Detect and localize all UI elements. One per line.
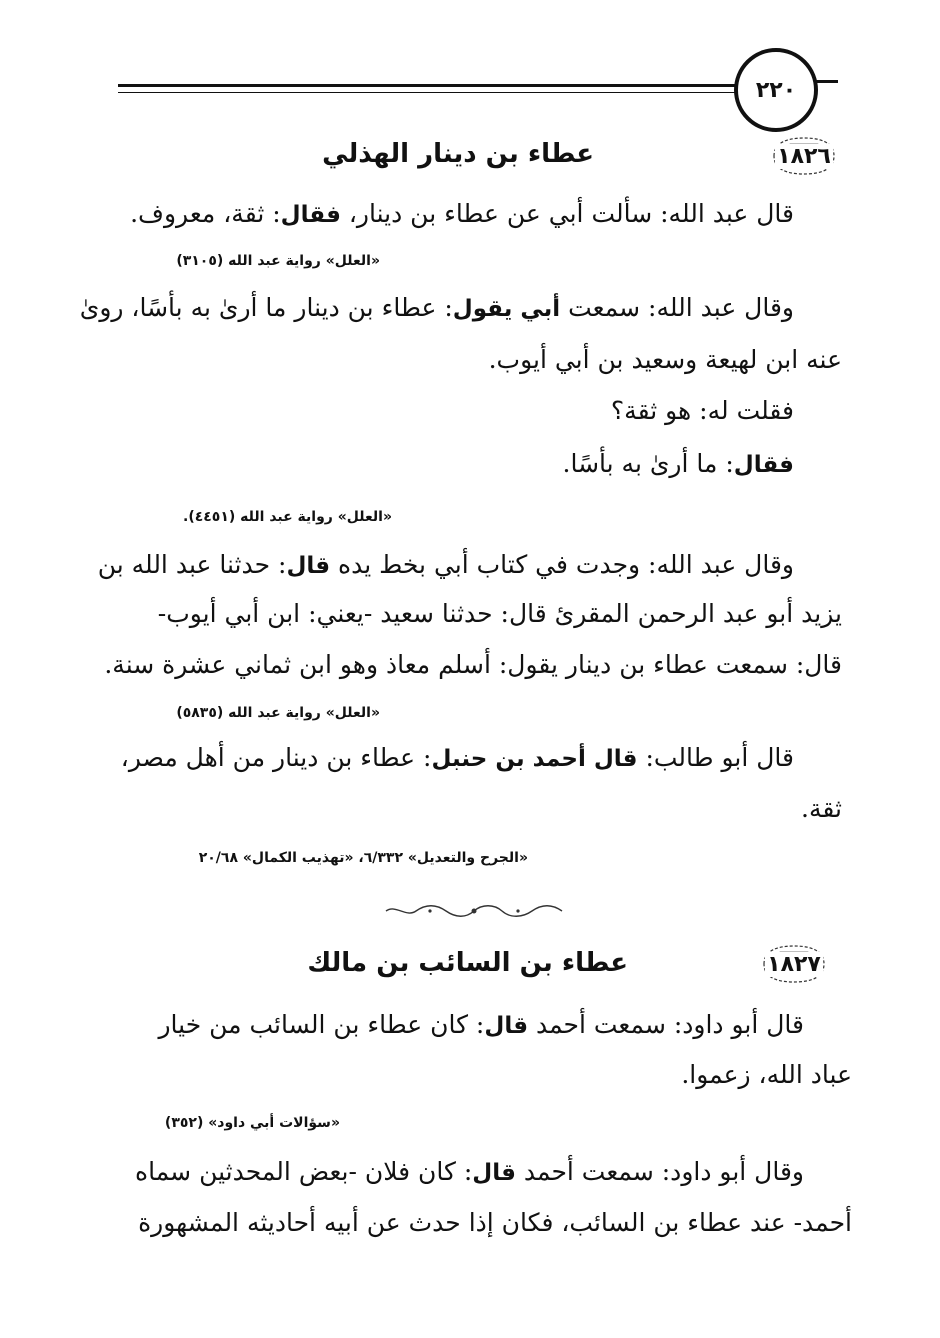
header-rule-bottom [118,92,738,93]
source-citation: «العلل» رواية عبد الله (٤٤٥١). [183,509,392,525]
text-line: وقال عبد الله: سمعت أبي يقول: عطاء بن دينار ما أرىٰ به بأسًا، روىٰ [79,293,794,322]
text-line: فقلت له: هو ثقة؟ [610,396,794,425]
text-line: فقال: ما أرىٰ به بأسًا. [562,449,794,478]
entry-number-badge [768,134,840,178]
source-citation: «الجرح والتعديل» ٦/٣٣٢، «تهذيب الكمال» ٢٠/٦٨ [198,850,528,866]
text-line: عباد الله، زعموا. [681,1060,852,1089]
text-line: قال: سمعت عطاء بن دينار يقول: أسلم معاذ وهو ابن ثماني عشرة سنة. [104,650,842,679]
text-line: ثقة. [801,794,842,823]
header-rule-top [118,84,738,87]
text-line: قال أبو داود: سمعت أحمد قال: كان عطاء بن السائب من خيار [158,1010,804,1039]
text-line: وقال أبو داود: سمعت أحمد قال: كان فلان -بعض المحدثين سماه [135,1157,804,1186]
entry-number: ١٨٢٧ [767,951,821,977]
page-number: ٢٢٠ [734,48,818,132]
ornament-divider-icon [384,904,564,918]
source-citation: «سؤالات أبي داود» (٣٥٢) [164,1115,340,1131]
text-line: يزيد أبو عبد الرحمن المقرئ قال: حدثنا سعيد -يعني: ابن أبي أيوب- [157,599,842,628]
entry-title: عطاء بن دينار الهذلي [322,139,594,169]
entry-title: عطاء بن السائب بن مالك [307,948,628,978]
text-line: قال أبو طالب: قال أحمد بن حنبل: عطاء بن دينار من أهل مصر، [120,743,794,772]
entry-number-badge [758,942,830,986]
text-line: قال عبد الله: سألت أبي عن عطاء بن دينار، فقال: ثقة، معروف. [130,199,794,228]
text-line: أحمد- عند عطاء بن السائب، فكان إذا حدث عن أبيه أحاديثه المشهورة [138,1208,852,1237]
header-rule-right [814,80,838,83]
text-line: عنه ابن لهيعة وسعيد بن أبي أيوب. [488,345,842,374]
source-citation: «العلل» رواية عبد الله (٥٨٣٥) [176,705,380,721]
source-citation: «العلل» رواية عبد الله (٣١٠٥) [176,253,380,269]
entry-number: ١٨٢٦ [777,143,831,169]
text-line: وقال عبد الله: وجدت في كتاب أبي بخط يده قال: حدثنا عبد الله بن [97,550,794,579]
